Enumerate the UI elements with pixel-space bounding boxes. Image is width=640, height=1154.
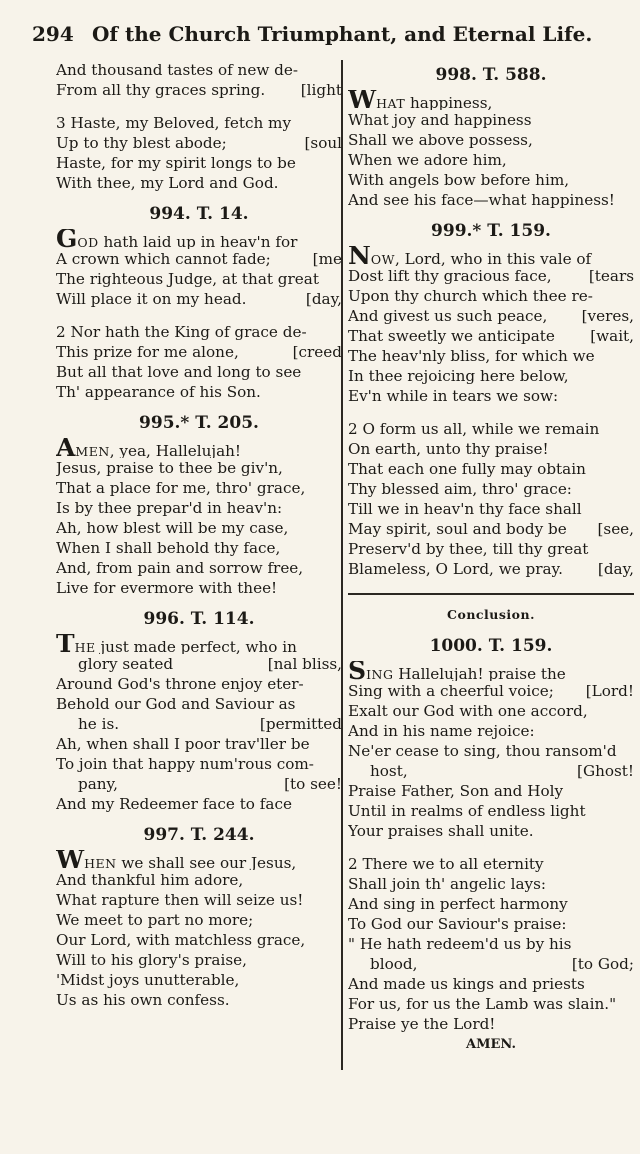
verse-text: From all thy graces spring. xyxy=(56,81,266,99)
verse-turnover: [to God; xyxy=(571,955,634,973)
verse-text: Our Lord, with matchless grace, xyxy=(56,931,306,949)
verse-line xyxy=(348,874,634,894)
verse-line xyxy=(348,326,634,346)
verse-line xyxy=(348,559,634,579)
verse-line xyxy=(56,870,342,890)
small-caps-word: ING xyxy=(366,667,394,681)
verse-line xyxy=(348,741,634,761)
verse-line xyxy=(348,681,634,701)
verse-text: " He hath redeem'd us by his xyxy=(348,935,572,953)
verse-text: That sweetly we anticipate xyxy=(348,327,555,345)
verse-turnover: [to see! xyxy=(284,775,342,793)
verse-line xyxy=(348,519,634,539)
first-line-rest: hath laid up in heav'n for xyxy=(98,233,298,249)
verse-line xyxy=(56,478,342,498)
first-line-rest: we shall see our Jesus, xyxy=(116,854,297,870)
small-caps-word: HAT xyxy=(376,96,406,110)
verse-line xyxy=(348,419,634,439)
small-caps-word: OW xyxy=(370,252,395,266)
left-column xyxy=(56,60,342,1010)
verse-text: Preserv'd by thee, till thy great xyxy=(348,540,589,558)
verse-first-line xyxy=(56,229,342,249)
verse-text: Shall join th' angelic lays: xyxy=(348,875,546,893)
verse-line xyxy=(56,558,342,578)
section-divider xyxy=(348,593,634,595)
drop-cap: W xyxy=(56,850,85,870)
verse-turnover: [day, xyxy=(597,560,634,578)
hymn-title-998: 998. T. 588. xyxy=(435,65,547,85)
small-caps-word: OD xyxy=(77,235,99,249)
verse-turnover: [day, xyxy=(305,290,342,308)
hymn-title-999: 999.* T. 159. xyxy=(431,221,551,241)
verse-line xyxy=(348,539,634,559)
verse-line xyxy=(348,266,634,286)
verse-text: In thee rejoicing here below, xyxy=(348,367,569,385)
page-title: Of the Church Triumphant, and Eternal Life. xyxy=(92,22,593,46)
verse-line xyxy=(56,694,342,714)
first-line-rest: , yea, Hallelujah! xyxy=(109,442,242,458)
verse-text: And thankful him adore, xyxy=(56,871,244,889)
verse-line xyxy=(348,701,634,721)
verse-text: What rapture then will seize us! xyxy=(56,891,304,909)
verse-text: The heav'nly bliss, for which we xyxy=(348,347,595,365)
verse-text: host, xyxy=(370,762,408,780)
verse-text: 2 O form us all, while we remain xyxy=(348,420,600,438)
verse-line xyxy=(56,269,342,289)
verse-line xyxy=(56,578,342,598)
verse-text: Th' appearance of his Son. xyxy=(56,383,261,401)
verse-line xyxy=(56,80,342,100)
stanza-gap xyxy=(348,841,634,854)
verse-line xyxy=(348,854,634,874)
verse-text: To join that happy num'rous com- xyxy=(56,755,314,773)
verse-line xyxy=(348,386,634,406)
verse-line xyxy=(348,306,634,326)
verse-text: Is by thee prepar'd in heav'n: xyxy=(56,499,283,517)
verse-text: glory seated xyxy=(78,655,174,673)
verse-line xyxy=(56,734,342,754)
verse-line xyxy=(56,498,342,518)
verse-text: Up to thy blest abode; xyxy=(56,134,227,152)
verse-text: Shall we above possess, xyxy=(348,131,533,149)
verse-line xyxy=(348,366,634,386)
small-caps-word: HE xyxy=(74,640,96,654)
first-line-rest: Hallelujah! praise the xyxy=(393,665,566,681)
verse-line xyxy=(348,721,634,741)
verse-line xyxy=(56,113,342,133)
verse-turnover: [creed xyxy=(292,343,342,361)
verse-text xyxy=(56,438,342,458)
verse-line xyxy=(56,930,342,950)
verse-line xyxy=(348,954,634,974)
first-line-rest: happiness, xyxy=(405,94,493,110)
verse-line xyxy=(348,479,634,499)
verse-first-line xyxy=(56,438,342,458)
verse-text: Praise Father, Son and Holy xyxy=(348,782,564,800)
drop-cap: S xyxy=(348,661,367,681)
verse-turnover: [nal bliss, xyxy=(267,655,342,673)
verse-line xyxy=(56,890,342,910)
verse-line xyxy=(56,674,342,694)
verse-line xyxy=(348,150,634,170)
verse-line xyxy=(348,934,634,954)
verse-text: May spirit, soul and body be xyxy=(348,520,567,538)
verse-text: blood, xyxy=(370,955,418,973)
verse-text: And made us kings and priests xyxy=(348,975,585,993)
verse-line xyxy=(348,1014,634,1034)
verse-line xyxy=(348,130,634,150)
verse-line xyxy=(348,459,634,479)
verse-text: When I shall behold thy face, xyxy=(56,539,281,557)
verse-text xyxy=(56,634,342,654)
verse-text: Your praises shall unite. xyxy=(348,822,534,840)
verse-text: Will place it on my head. xyxy=(56,290,247,308)
verse-line xyxy=(348,914,634,934)
verse-turnover: [tears xyxy=(588,267,634,285)
verse-line xyxy=(348,994,634,1014)
first-line-rest: just made perfect, who in xyxy=(95,638,297,654)
verse-line xyxy=(56,173,342,193)
hymn-title-994: 994. T. 14. xyxy=(149,204,249,224)
verse-text: This prize for me alone, xyxy=(56,343,239,361)
verse-line xyxy=(56,60,342,80)
verse-text xyxy=(348,661,634,681)
verse-text: And thousand tastes of new de- xyxy=(56,61,298,79)
verse-line xyxy=(56,774,342,794)
verse-text: Live for evermore with thee! xyxy=(56,579,278,597)
verse-text: Dost lift thy gracious face, xyxy=(348,267,552,285)
drop-cap: W xyxy=(348,90,377,110)
verse-line xyxy=(348,821,634,841)
verse-text: Upon thy church which thee re- xyxy=(348,287,593,305)
verse-text: Exalt our God with one accord, xyxy=(348,702,588,720)
verse-turnover: [me xyxy=(312,250,342,268)
verse-line xyxy=(348,346,634,366)
drop-cap: T xyxy=(56,634,75,654)
verse-line xyxy=(56,133,342,153)
verse-line xyxy=(348,110,634,130)
verse-text: 2 There we to all eternity xyxy=(348,855,544,873)
verse-text: Ev'n while in tears we sow: xyxy=(348,387,559,405)
verse-text: And my Redeemer face to face xyxy=(56,795,292,813)
verse-text: And sing in perfect harmony xyxy=(348,895,568,913)
page-header xyxy=(32,22,592,54)
verse-text: That each one fully may obtain xyxy=(348,460,586,478)
verse-first-line xyxy=(348,90,634,110)
verse-line xyxy=(348,170,634,190)
verse-text: And in his name rejoice: xyxy=(348,722,535,740)
verse-first-line xyxy=(348,246,634,266)
verse-turnover: [permitted xyxy=(259,715,342,733)
verse-text: The righteous Judge, at that great xyxy=(56,270,319,288)
verse-line xyxy=(56,153,342,173)
hymn-title-997: 997. T. 244. xyxy=(143,825,255,845)
verse-line xyxy=(56,322,342,342)
verse-line xyxy=(348,761,634,781)
verse-line xyxy=(56,910,342,930)
verse-text: To God our Saviour's praise: xyxy=(348,915,567,933)
verse-line xyxy=(56,970,342,990)
verse-text: That a place for me, thro' grace, xyxy=(56,479,306,497)
verse-text: Thy blessed aim, thro' grace: xyxy=(348,480,572,498)
first-line-rest: , Lord, who in this vale of xyxy=(394,250,592,266)
verse-first-line xyxy=(56,850,342,870)
verse-text xyxy=(348,90,634,110)
verse-text: pany, xyxy=(78,775,118,793)
verse-text: And, from pain and sorrow free, xyxy=(56,559,304,577)
verse-turnover: [soul xyxy=(304,134,342,152)
verse-turnover: [Ghost! xyxy=(577,762,634,780)
verse-text: 3 Haste, my Beloved, fetch my xyxy=(56,114,292,132)
verse-text: Jesus, praise to thee be giv'n, xyxy=(56,459,283,477)
verse-text: Ne'er cease to sing, thou ransom'd xyxy=(348,742,617,760)
verse-text: Praise ye the Lord! xyxy=(348,1015,496,1033)
verse-text: Until in realms of endless light xyxy=(348,802,586,820)
verse-line xyxy=(56,342,342,362)
right-column xyxy=(348,60,634,1056)
verse-text: Will to his glory's praise, xyxy=(56,951,247,969)
verse-line xyxy=(348,190,634,210)
verse-text: With thee, my Lord and God. xyxy=(56,174,279,192)
verse-text: 2 Nor hath the King of grace de- xyxy=(56,323,307,341)
verse-turnover: [Lord! xyxy=(585,682,634,700)
verse-line xyxy=(348,499,634,519)
small-caps-word: MEN xyxy=(75,444,110,458)
verse-line xyxy=(348,286,634,306)
verse-first-line xyxy=(348,661,634,681)
verse-text xyxy=(56,229,342,249)
verse-text: And see his face—what happiness! xyxy=(348,191,615,209)
verse-text xyxy=(56,850,342,870)
drop-cap: N xyxy=(348,246,371,266)
verse-turnover: [light xyxy=(300,81,342,99)
hymn-title-1000: 1000. T. 159. xyxy=(429,636,553,656)
small-caps-word: HEN xyxy=(84,856,117,870)
verse-line xyxy=(56,458,342,478)
verse-first-line xyxy=(56,634,342,654)
verse-text: Till we in heav'n thy face shall xyxy=(348,500,582,518)
verse-turnover: [see, xyxy=(597,520,634,538)
verse-line xyxy=(56,794,342,814)
verse-text: For us, for us the Lamb was slain." xyxy=(348,995,617,1013)
verse-line xyxy=(56,362,342,382)
verse-turnover: [veres, xyxy=(581,307,634,325)
verse-text: he is. xyxy=(78,715,120,733)
verse-text: Ah, when shall I poor trav'ller be xyxy=(56,735,310,753)
drop-cap: G xyxy=(56,229,78,249)
stanza-gap xyxy=(348,406,634,419)
verse-line xyxy=(56,654,342,674)
verse-text: Sing with a cheerful voice; xyxy=(348,682,554,700)
verse-text: Ah, how blest will be my case, xyxy=(56,519,289,537)
verse-line xyxy=(56,754,342,774)
stanza-gap xyxy=(56,309,342,322)
verse-text: With angels bow before him, xyxy=(348,171,570,189)
verse-line xyxy=(56,714,342,734)
verse-text: Behold our God and Saviour as xyxy=(56,695,296,713)
hymn-title-995: 995.* T. 205. xyxy=(139,413,259,433)
verse-line xyxy=(56,538,342,558)
verse-text: Haste, for my spirit longs to be xyxy=(56,154,296,172)
verse-text: And givest us such peace, xyxy=(348,307,548,325)
verse-line xyxy=(56,990,342,1010)
verse-line xyxy=(56,518,342,538)
verse-text xyxy=(348,246,634,266)
verse-text: Blameless, O Lord, we pray. xyxy=(348,560,563,578)
verse-text: A crown which cannot fade; xyxy=(56,250,271,268)
stanza-gap xyxy=(56,100,342,113)
verse-line xyxy=(348,894,634,914)
hymn-title-996: 996. T. 114. xyxy=(143,609,255,629)
drop-cap: A xyxy=(56,438,76,458)
verse-line xyxy=(56,382,342,402)
verse-text: Around God's throne enjoy eter- xyxy=(56,675,304,693)
verse-text: Us as his own confess. xyxy=(56,991,230,1009)
verse-text: On earth, unto thy praise! xyxy=(348,440,549,458)
verse-line xyxy=(56,289,342,309)
verse-line xyxy=(56,950,342,970)
verse-text: When we adore him, xyxy=(348,151,507,169)
conclusion-label: Conclusion. xyxy=(447,607,535,622)
verse-text: What joy and happiness xyxy=(348,111,532,129)
verse-line xyxy=(348,974,634,994)
amen-label: AMEN. xyxy=(466,1037,516,1052)
verse-line xyxy=(348,439,634,459)
verse-line xyxy=(56,249,342,269)
verse-line xyxy=(348,781,634,801)
verse-text: 'Midst joys unutterable, xyxy=(56,971,240,989)
verse-line xyxy=(348,801,634,821)
verse-text: But all that love and long to see xyxy=(56,363,302,381)
verse-text: We meet to part no more; xyxy=(56,911,254,929)
verse-turnover: [wait, xyxy=(590,327,634,345)
page-number: 294 xyxy=(32,22,74,46)
